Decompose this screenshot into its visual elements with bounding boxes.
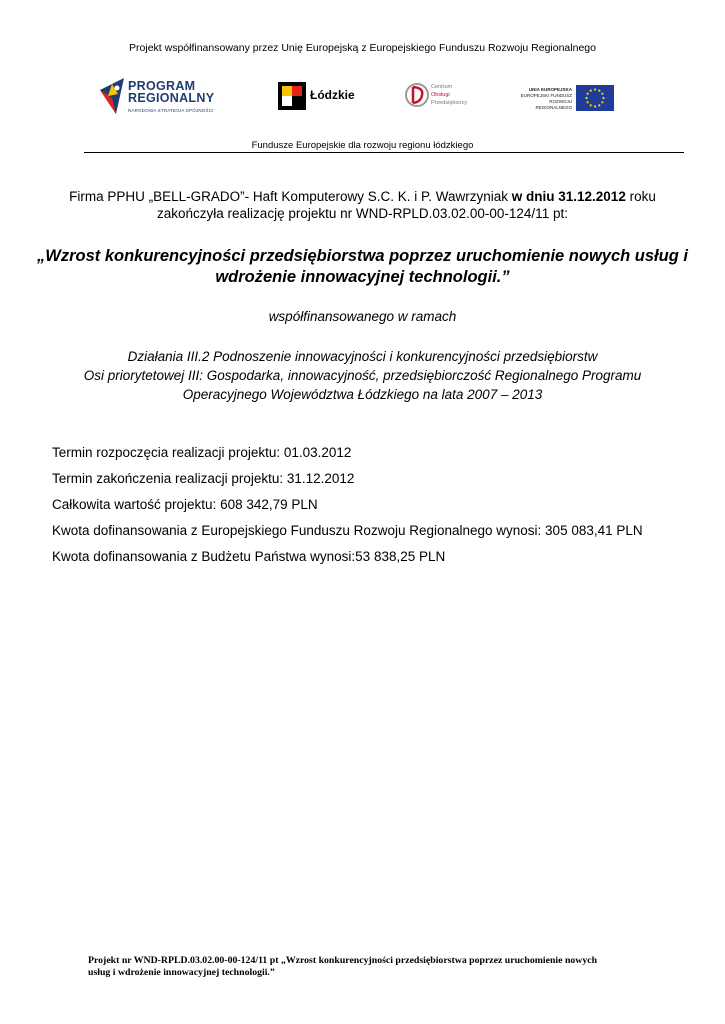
intro-part1: Firma PPHU „BELL-GRADO”- Haft Komputerowy S.C. K. i P. Wawrzyniak — [69, 189, 512, 204]
ue-line2: EUROPEJSKI FUNDUSZ — [520, 93, 572, 98]
end-date: Termin zakończenia realizacji projektu: 31.12.2012 — [52, 471, 355, 486]
ue-line3: ROZWOJU REGIONALNEGO — [535, 99, 572, 110]
centrum-obslugi-logo — [404, 80, 484, 116]
lodzkie-label: Łódzkie — [310, 88, 355, 102]
project-facts — [52, 444, 692, 574]
program-regionalny-logo — [98, 76, 233, 120]
eu-logo — [512, 82, 617, 112]
program-regionalny-emblem-icon — [98, 76, 126, 116]
start-date: Termin rozpoczęcia realizacji projektu: 01.03.2012 — [52, 445, 352, 460]
erdf-funding: Kwota dofinansowania z Europejskiego Funduszu Rozwoju Regionalnego wynosi: 305 083,41 PLN — [52, 523, 643, 538]
cofinanced-label: współfinansowanego w ramach — [268, 309, 457, 324]
total-value: Całkowita wartość projektu: 608 342,79 PLN — [52, 497, 318, 512]
intro-paragraph — [60, 188, 665, 222]
project-title-line2: wdrożenie innowacyjnej technologii.” — [215, 268, 510, 286]
intro-line2: zakończyła realizację projektu nr WND-RPLD.03.02.00-00-124/11 pt: — [157, 206, 568, 221]
centrum-obslugi-emblem-icon — [404, 80, 430, 110]
project-title — [30, 246, 695, 288]
intro-date: w dniu 31.12.2012 — [511, 189, 626, 204]
cup-line3: Przedsiębiorcy — [431, 100, 468, 106]
action-line2: Osi priorytetowej III: Gospodarka, innowacyjność, przedsiębiorczość Regionalnego Programu — [83, 368, 642, 383]
logo-bar — [0, 70, 725, 130]
intro-part2: roku — [625, 189, 656, 204]
project-title-line1: „Wzrost konkurencyjności przedsiębiorstwa poprzez uruchomienie nowych usług i — [37, 247, 688, 265]
program-subtitle: NARODOWA STRATEGIA SPÓJNOŚCI — [128, 108, 214, 113]
program-line2: REGIONALNY — [128, 91, 215, 105]
fund-caption: Fundusze Europejskie dla rozwoju regionu łódzkiego — [251, 140, 474, 151]
lodzkie-emblem-icon — [278, 82, 306, 110]
program-line1: PROGRAM — [128, 79, 196, 93]
footer — [88, 955, 678, 979]
program-action-text — [40, 347, 685, 404]
footer-line1: Projekt nr WND-RPLD.03.02.00-00-124/11 pt „Wzrost konkurencyjności przedsiębiorstwa poprzez uruchomienie nowych — [88, 955, 598, 966]
lodzkie-logo — [278, 82, 358, 112]
action-line1: Działania III.2 Podnoszenie innowacyjności i konkurencyjności przedsiębiorstw — [127, 349, 598, 364]
header-divider — [84, 152, 684, 153]
footer-line2: usług i wdrożenie innowacyjnej technologii.” — [88, 967, 275, 978]
action-line3: Operacyjnego Województwa Łódzkiego na lata 2007 – 2013 — [182, 387, 543, 402]
cup-line2: Obsługi — [431, 92, 450, 98]
eu-cofinancing-caption: Projekt współfinansowany przez Unię Europejską z Europejskiego Funduszu Rozwoju Regionalnego — [129, 42, 596, 54]
ue-line1: UNIA EUROPEJSKA — [528, 87, 572, 92]
state-budget-funding: Kwota dofinansowania z Budżetu Państwa wynosi:53 838,25 PLN — [52, 549, 446, 564]
cup-line1: Centrum — [431, 84, 453, 90]
eu-flag-icon — [576, 85, 614, 111]
